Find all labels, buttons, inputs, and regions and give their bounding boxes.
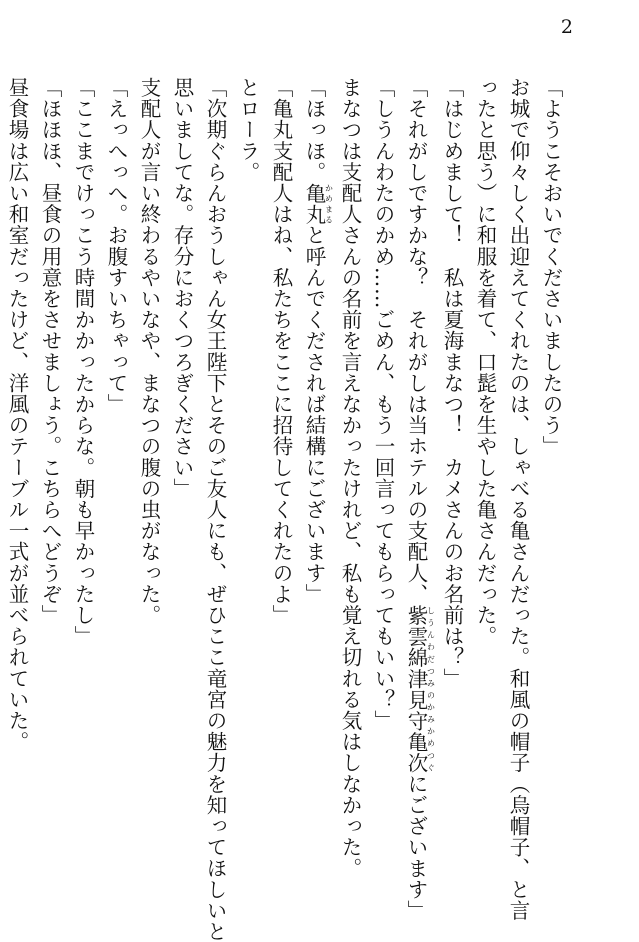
text-line <box>231 77 264 857</box>
line-text: 「しうんわたのかめ……ごめん、もう一回言ってもらってもいい？」 <box>371 77 395 732</box>
furigana-word <box>404 604 436 774</box>
text-line <box>99 77 132 857</box>
text-line <box>66 77 99 857</box>
text-line <box>534 77 567 857</box>
ruby-base: 亀丸 <box>302 182 326 225</box>
text-line <box>165 77 198 857</box>
text-line <box>264 77 297 857</box>
ruby-reading: しうんわだつみのかみかめつぐ <box>426 604 436 774</box>
line-text: 「ようこそおいでくださいましたのう」 <box>539 77 563 457</box>
text-line <box>33 77 66 857</box>
line-text-after: と呼んでくだされば結構にございます」 <box>302 224 326 605</box>
line-text: 昼食場は広い和室だったけど、洋風のテーブル一式が並べられていた。 <box>5 77 29 753</box>
text-line <box>435 77 468 857</box>
line-text: 「ほっほ。 <box>302 77 326 183</box>
line-text: 「それがしですかな？ それがしは当ホテルの支配人、 <box>404 77 428 605</box>
line-text: まなつは支配人さんの名前を言えなかったけれど、私も覚え切れる気はしなかった。 <box>338 77 362 879</box>
line-text: 思いましてな。存分におくつろぎください」 <box>170 77 194 499</box>
text-line <box>0 77 33 857</box>
ruby-reading: かめまる <box>324 182 334 225</box>
furigana-word <box>302 182 334 225</box>
text-line <box>333 77 366 879</box>
line-text: 「亀丸支配人はね、私たちをここに招待してくれたのよ」 <box>269 77 293 626</box>
line-text: お城で仰々しく出迎えてくれたのは、しゃべる亀さんだった。和風の帽子（烏帽子、と言 <box>506 77 530 921</box>
text-line <box>132 77 165 857</box>
ruby-base: 紫雲綿津見守亀次 <box>404 604 428 774</box>
line-text: ったと思う）に和服を着て、口髭を生やした亀さんだった。 <box>473 77 497 647</box>
vertical-text-body <box>0 77 567 942</box>
line-text: とローラ。 <box>236 77 260 183</box>
line-text-after: にございます」 <box>404 773 428 922</box>
text-line <box>198 77 231 942</box>
line-text: 支配人が言い終わるやいなや、まなつの腹の虫がなった。 <box>137 77 161 626</box>
text-line <box>468 77 501 857</box>
line-text: 「ほほほ、昼食の用意をさせましょう。こちらへどうぞ」 <box>38 77 62 626</box>
page-number: 2 <box>560 16 573 38</box>
text-line <box>501 77 534 921</box>
line-text: 「ここまでけっこう時間かかったからな。朝も早かったし」 <box>71 77 95 647</box>
text-line <box>297 77 333 857</box>
text-line <box>399 77 436 922</box>
text-line <box>366 77 399 857</box>
line-text: 「えっへっへ。お腹すいちゃって」 <box>104 77 128 415</box>
line-text: 「次期ぐらんおうしゃん女王陛下とそのご友人にも、ぜひここ竜宮の魅力を知ってほしいと <box>203 77 227 942</box>
line-text: 「はじめまして！ 私は夏海まなつ！ カメさんのお名前は？」 <box>440 77 464 689</box>
